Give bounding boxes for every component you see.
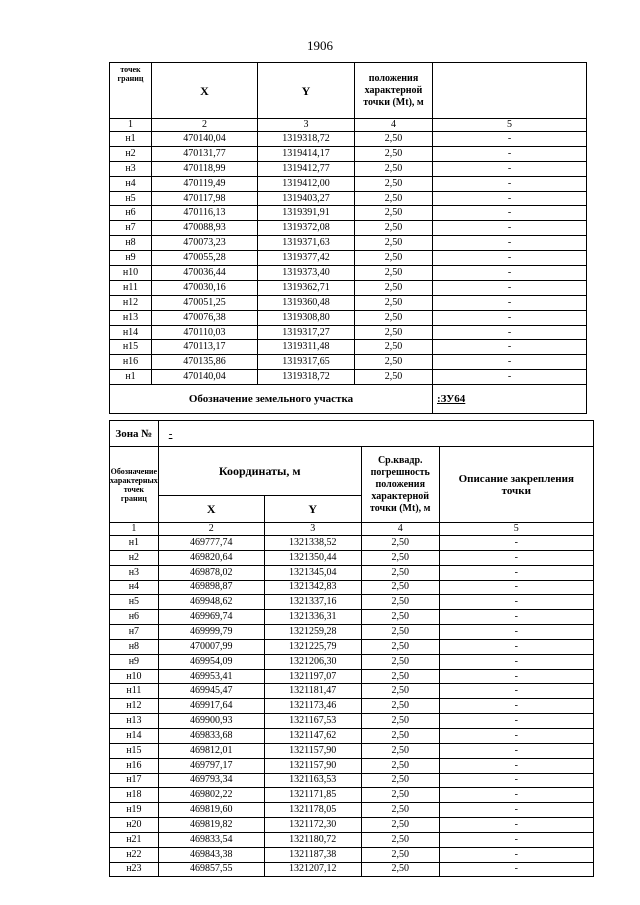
table-row xyxy=(110,295,587,310)
point-id-cell: н10 xyxy=(110,266,152,281)
table-row xyxy=(110,550,594,565)
accuracy-cell: 2,50 xyxy=(361,580,439,595)
point-id-cell: н17 xyxy=(110,773,159,788)
description-cell: - xyxy=(439,654,593,669)
description-cell: - xyxy=(433,325,587,340)
y-coordinate-cell: 1319371,63 xyxy=(258,236,355,251)
description-cell: - xyxy=(439,550,593,565)
page-number: 1906 xyxy=(307,38,333,53)
description-cell: - xyxy=(433,280,587,295)
col-number: 1 xyxy=(110,523,159,536)
description-cell: - xyxy=(433,176,587,191)
zone-label: Зона № xyxy=(110,421,159,447)
description-cell: - xyxy=(433,146,587,161)
x-coordinate-cell: 470140,04 xyxy=(152,132,258,147)
description-cell: - xyxy=(433,206,587,221)
point-id-cell: н2 xyxy=(110,146,152,161)
x-coordinate-cell: 469819,60 xyxy=(158,803,264,818)
y-coordinate-cell: 1319311,48 xyxy=(258,340,355,355)
table-row xyxy=(110,862,594,877)
description-cell: - xyxy=(433,266,587,281)
point-id-cell: н4 xyxy=(110,580,159,595)
point-id-cell: н16 xyxy=(110,758,159,773)
y-coordinate-cell: 1319317,27 xyxy=(258,325,355,340)
x-coordinate-cell: 470076,38 xyxy=(152,310,258,325)
x-coordinate-cell: 469953,41 xyxy=(158,669,264,684)
table-row xyxy=(110,743,594,758)
point-id-cell: н20 xyxy=(110,818,159,833)
table-row xyxy=(110,206,587,221)
x-coordinate-cell: 469948,62 xyxy=(158,595,264,610)
description-cell: - xyxy=(433,191,587,206)
col-number: 3 xyxy=(258,119,355,132)
accuracy-cell: 2,50 xyxy=(361,669,439,684)
point-id-cell: н5 xyxy=(110,595,159,610)
y-coordinate-cell: 1319362,71 xyxy=(258,280,355,295)
y-coordinate-cell: 1321259,28 xyxy=(264,625,361,640)
x-coordinate-cell: 469820,64 xyxy=(158,550,264,565)
description-cell: - xyxy=(433,295,587,310)
y-coordinate-cell: 1319318,72 xyxy=(258,132,355,147)
accuracy-cell: 2,50 xyxy=(355,340,433,355)
x-coordinate-cell: 470088,93 xyxy=(152,221,258,236)
accuracy-cell: 2,50 xyxy=(355,370,433,385)
accuracy-cell: 2,50 xyxy=(361,773,439,788)
y-coordinate-cell: 1321350,44 xyxy=(264,550,361,565)
point-id-cell: н3 xyxy=(110,565,159,580)
x-coordinate-cell: 470140,04 xyxy=(152,370,258,385)
description-cell: - xyxy=(439,565,593,580)
header-y: Y xyxy=(258,63,355,119)
header-points-partial: точек границ xyxy=(110,63,152,119)
table-row xyxy=(110,818,594,833)
table-row xyxy=(110,847,594,862)
x-coordinate-cell: 470119,49 xyxy=(152,176,258,191)
land-plot-label: Обозначение земельного участка xyxy=(110,385,433,414)
point-id-cell: н4 xyxy=(110,176,152,191)
x-coordinate-cell: 470036,44 xyxy=(152,266,258,281)
point-id-cell: н12 xyxy=(110,699,159,714)
accuracy-cell: 2,50 xyxy=(355,236,433,251)
y-coordinate-cell: 1321225,79 xyxy=(264,639,361,654)
point-id-cell: н14 xyxy=(110,728,159,743)
table-row xyxy=(110,132,587,147)
col-number: 4 xyxy=(355,119,433,132)
accuracy-cell: 2,50 xyxy=(361,699,439,714)
point-id-cell: н15 xyxy=(110,743,159,758)
point-id-cell: н16 xyxy=(110,355,152,370)
accuracy-cell: 2,50 xyxy=(355,132,433,147)
accuracy-cell: 2,50 xyxy=(361,610,439,625)
y-coordinate-cell: 1321167,53 xyxy=(264,714,361,729)
accuracy-cell: 2,50 xyxy=(361,565,439,580)
y-coordinate-cell: 1321187,38 xyxy=(264,847,361,862)
table-row xyxy=(110,536,594,551)
point-id-cell: н11 xyxy=(110,684,159,699)
point-id-cell: н1 xyxy=(110,132,152,147)
x-coordinate-cell: 470030,16 xyxy=(152,280,258,295)
description-cell: - xyxy=(439,773,593,788)
y-coordinate-cell: 1319373,40 xyxy=(258,266,355,281)
accuracy-cell: 2,50 xyxy=(361,550,439,565)
table-row xyxy=(110,325,587,340)
description-cell: - xyxy=(439,758,593,773)
table-row xyxy=(110,266,587,281)
accuracy-cell: 2,50 xyxy=(361,803,439,818)
accuracy-cell: 2,50 xyxy=(361,625,439,640)
point-id-cell: н3 xyxy=(110,161,152,176)
coordinates-table-2 xyxy=(109,420,594,877)
point-id-cell: н19 xyxy=(110,803,159,818)
accuracy-cell: 2,50 xyxy=(361,639,439,654)
y-coordinate-cell: 1321206,30 xyxy=(264,654,361,669)
x-coordinate-cell: 469917,64 xyxy=(158,699,264,714)
coordinates-table-1 xyxy=(109,62,587,414)
table-row xyxy=(110,714,594,729)
y-coordinate-cell: 1321180,72 xyxy=(264,832,361,847)
x-coordinate-cell: 469833,54 xyxy=(158,832,264,847)
description-cell: - xyxy=(433,355,587,370)
description-cell: - xyxy=(439,862,593,877)
x-coordinate-cell: 469843,38 xyxy=(158,847,264,862)
accuracy-cell: 2,50 xyxy=(355,251,433,266)
accuracy-cell: 2,50 xyxy=(355,355,433,370)
accuracy-cell: 2,50 xyxy=(361,818,439,833)
table-row xyxy=(110,654,594,669)
accuracy-cell: 2,50 xyxy=(361,536,439,551)
point-id-cell: н6 xyxy=(110,206,152,221)
y-coordinate-cell: 1321157,90 xyxy=(264,743,361,758)
x-coordinate-cell: 470113,17 xyxy=(152,340,258,355)
description-cell: - xyxy=(439,728,593,743)
x-coordinate-cell: 469999,79 xyxy=(158,625,264,640)
table-row xyxy=(110,610,594,625)
header-description: Описание закрепления точки xyxy=(439,447,593,523)
point-id-cell: н7 xyxy=(110,221,152,236)
col-number: 3 xyxy=(264,523,361,536)
accuracy-cell: 2,50 xyxy=(361,862,439,877)
header-x: X xyxy=(152,63,258,119)
point-id-cell: н9 xyxy=(110,654,159,669)
table-row xyxy=(110,625,594,640)
table-row xyxy=(110,788,594,803)
col-number: 1 xyxy=(110,119,152,132)
y-coordinate-cell: 1319391,91 xyxy=(258,206,355,221)
point-id-cell: н15 xyxy=(110,340,152,355)
description-cell: - xyxy=(433,340,587,355)
description-cell: - xyxy=(433,251,587,266)
accuracy-cell: 2,50 xyxy=(361,758,439,773)
table-row xyxy=(110,684,594,699)
header-accuracy: Ср.квадр. погрешность положения характерной точки (Mt), м xyxy=(361,447,439,523)
table-row xyxy=(110,639,594,654)
table-row xyxy=(110,236,587,251)
col-number: 5 xyxy=(439,523,593,536)
x-coordinate-cell: 470007,99 xyxy=(158,639,264,654)
land-plot-value: :ЗУ64 xyxy=(433,385,587,414)
x-coordinate-cell: 470118,99 xyxy=(152,161,258,176)
accuracy-cell: 2,50 xyxy=(355,266,433,281)
accuracy-cell: 2,50 xyxy=(355,310,433,325)
table2-column-numbers xyxy=(110,523,594,536)
y-coordinate-cell: 1321172,30 xyxy=(264,818,361,833)
x-coordinate-cell: 470055,28 xyxy=(152,251,258,266)
x-coordinate-cell: 469797,17 xyxy=(158,758,264,773)
header-accuracy-partial: положения характерной точки (Mt), м xyxy=(355,63,433,119)
y-coordinate-cell: 1321337,16 xyxy=(264,595,361,610)
description-cell: - xyxy=(439,684,593,699)
description-cell: - xyxy=(433,236,587,251)
col-number: 4 xyxy=(361,523,439,536)
point-id-cell: н9 xyxy=(110,251,152,266)
col-number: 5 xyxy=(433,119,587,132)
table1-header-row xyxy=(110,63,587,119)
accuracy-cell: 2,50 xyxy=(361,654,439,669)
description-cell: - xyxy=(439,610,593,625)
y-coordinate-cell: 1319308,80 xyxy=(258,310,355,325)
y-coordinate-cell: 1319403,27 xyxy=(258,191,355,206)
description-cell: - xyxy=(439,714,593,729)
x-coordinate-cell: 469812,01 xyxy=(158,743,264,758)
point-id-cell: н11 xyxy=(110,280,152,295)
x-coordinate-cell: 469878,02 xyxy=(158,565,264,580)
accuracy-cell: 2,50 xyxy=(361,788,439,803)
point-id-cell: н6 xyxy=(110,610,159,625)
description-cell: - xyxy=(439,818,593,833)
description-cell: - xyxy=(439,669,593,684)
x-coordinate-cell: 469819,82 xyxy=(158,818,264,833)
accuracy-cell: 2,50 xyxy=(355,191,433,206)
zone-value: - xyxy=(158,421,593,447)
x-coordinate-cell: 469898,87 xyxy=(158,580,264,595)
accuracy-cell: 2,50 xyxy=(355,325,433,340)
y-coordinate-cell: 1319317,65 xyxy=(258,355,355,370)
table-row xyxy=(110,191,587,206)
x-coordinate-cell: 470131,77 xyxy=(152,146,258,161)
x-coordinate-cell: 469969,74 xyxy=(158,610,264,625)
description-cell: - xyxy=(439,832,593,847)
point-id-cell: н5 xyxy=(110,191,152,206)
point-id-cell: н12 xyxy=(110,295,152,310)
description-cell: - xyxy=(433,221,587,236)
col-number: 2 xyxy=(152,119,258,132)
accuracy-cell: 2,50 xyxy=(355,280,433,295)
y-coordinate-cell: 1321157,90 xyxy=(264,758,361,773)
y-coordinate-cell: 1319412,00 xyxy=(258,176,355,191)
y-coordinate-cell: 1321163,53 xyxy=(264,773,361,788)
header-points: Обозначение характерных точек границ xyxy=(110,447,159,523)
land-plot-row xyxy=(110,385,587,414)
y-coordinate-cell: 1319372,08 xyxy=(258,221,355,236)
table-row xyxy=(110,580,594,595)
y-coordinate-cell: 1321197,07 xyxy=(264,669,361,684)
y-coordinate-cell: 1321338,52 xyxy=(264,536,361,551)
description-cell: - xyxy=(439,788,593,803)
description-cell: - xyxy=(439,639,593,654)
accuracy-cell: 2,50 xyxy=(355,161,433,176)
accuracy-cell: 2,50 xyxy=(361,847,439,862)
point-id-cell: н13 xyxy=(110,310,152,325)
accuracy-cell: 2,50 xyxy=(361,728,439,743)
y-coordinate-cell: 1319414,17 xyxy=(258,146,355,161)
accuracy-cell: 2,50 xyxy=(355,206,433,221)
description-cell: - xyxy=(439,743,593,758)
x-coordinate-cell: 470051,25 xyxy=(152,295,258,310)
x-coordinate-cell: 470135,86 xyxy=(152,355,258,370)
accuracy-cell: 2,50 xyxy=(361,832,439,847)
table-row xyxy=(110,832,594,847)
description-cell: - xyxy=(439,847,593,862)
x-coordinate-cell: 469793,34 xyxy=(158,773,264,788)
y-coordinate-cell: 1319377,42 xyxy=(258,251,355,266)
table1-column-numbers xyxy=(110,119,587,132)
description-cell: - xyxy=(439,580,593,595)
description-cell: - xyxy=(439,803,593,818)
x-coordinate-cell: 469900,93 xyxy=(158,714,264,729)
x-coordinate-cell: 469954,09 xyxy=(158,654,264,669)
accuracy-cell: 2,50 xyxy=(355,176,433,191)
description-cell: - xyxy=(439,625,593,640)
x-coordinate-cell: 469833,68 xyxy=(158,728,264,743)
table-row xyxy=(110,758,594,773)
accuracy-cell: 2,50 xyxy=(361,684,439,699)
accuracy-cell: 2,50 xyxy=(355,146,433,161)
description-cell: - xyxy=(439,595,593,610)
zone-row xyxy=(110,421,594,447)
table-row xyxy=(110,773,594,788)
col-number: 2 xyxy=(158,523,264,536)
point-id-cell: н1 xyxy=(110,370,152,385)
x-coordinate-cell: 470110,03 xyxy=(152,325,258,340)
table-row xyxy=(110,595,594,610)
table-row xyxy=(110,310,587,325)
table-row xyxy=(110,355,587,370)
table-row xyxy=(110,669,594,684)
table-row xyxy=(110,221,587,236)
description-cell: - xyxy=(433,370,587,385)
accuracy-cell: 2,50 xyxy=(361,595,439,610)
accuracy-cell: 2,50 xyxy=(355,295,433,310)
table-row xyxy=(110,728,594,743)
table-row xyxy=(110,803,594,818)
y-coordinate-cell: 1321336,31 xyxy=(264,610,361,625)
x-coordinate-cell: 469777,74 xyxy=(158,536,264,551)
y-coordinate-cell: 1321181,47 xyxy=(264,684,361,699)
x-coordinate-cell: 470117,98 xyxy=(152,191,258,206)
header-col5 xyxy=(433,63,587,119)
point-id-cell: н21 xyxy=(110,832,159,847)
table-row xyxy=(110,176,587,191)
point-id-cell: н1 xyxy=(110,536,159,551)
accuracy-cell: 2,50 xyxy=(355,221,433,236)
header-x: X xyxy=(158,496,264,523)
y-coordinate-cell: 1321345,04 xyxy=(264,565,361,580)
table-row xyxy=(110,251,587,266)
x-coordinate-cell: 469857,55 xyxy=(158,862,264,877)
description-cell: - xyxy=(433,161,587,176)
point-id-cell: н13 xyxy=(110,714,159,729)
x-coordinate-cell: 469945,47 xyxy=(158,684,264,699)
table-row xyxy=(110,565,594,580)
x-coordinate-cell: 470116,13 xyxy=(152,206,258,221)
point-id-cell: н2 xyxy=(110,550,159,565)
description-cell: - xyxy=(439,536,593,551)
y-coordinate-cell: 1319360,48 xyxy=(258,295,355,310)
x-coordinate-cell: 469802,22 xyxy=(158,788,264,803)
y-coordinate-cell: 1321171,85 xyxy=(264,788,361,803)
point-id-cell: н22 xyxy=(110,847,159,862)
x-coordinate-cell: 470073,23 xyxy=(152,236,258,251)
y-coordinate-cell: 1319412,77 xyxy=(258,161,355,176)
point-id-cell: н8 xyxy=(110,236,152,251)
description-cell: - xyxy=(433,132,587,147)
point-id-cell: н23 xyxy=(110,862,159,877)
y-coordinate-cell: 1321178,05 xyxy=(264,803,361,818)
table-row xyxy=(110,699,594,714)
header-y: Y xyxy=(264,496,361,523)
description-cell: - xyxy=(433,310,587,325)
table-row xyxy=(110,370,587,385)
y-coordinate-cell: 1319318,72 xyxy=(258,370,355,385)
header-coordinates: Координаты, м xyxy=(158,447,361,496)
point-id-cell: н8 xyxy=(110,639,159,654)
point-id-cell: н14 xyxy=(110,325,152,340)
table-row xyxy=(110,340,587,355)
point-id-cell: н7 xyxy=(110,625,159,640)
description-cell: - xyxy=(439,699,593,714)
y-coordinate-cell: 1321207,12 xyxy=(264,862,361,877)
accuracy-cell: 2,50 xyxy=(361,743,439,758)
point-id-cell: н18 xyxy=(110,788,159,803)
table-row xyxy=(110,280,587,295)
accuracy-cell: 2,50 xyxy=(361,714,439,729)
y-coordinate-cell: 1321342,83 xyxy=(264,580,361,595)
table-row xyxy=(110,146,587,161)
y-coordinate-cell: 1321173,46 xyxy=(264,699,361,714)
point-id-cell: н10 xyxy=(110,669,159,684)
table-row xyxy=(110,161,587,176)
y-coordinate-cell: 1321147,62 xyxy=(264,728,361,743)
table2-header-row xyxy=(110,447,594,496)
